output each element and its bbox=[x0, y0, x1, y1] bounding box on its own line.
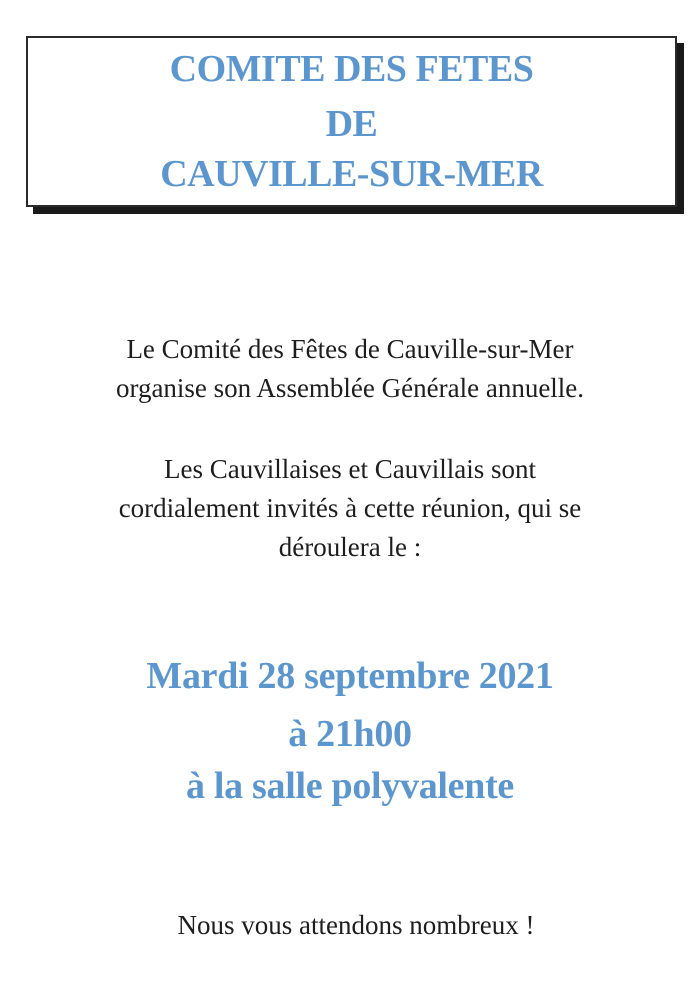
title-frame bbox=[26, 36, 677, 207]
title-line-committee: COMITE DES FETES bbox=[169, 48, 534, 90]
event-date: Mardi 28 septembre 2021 bbox=[146, 655, 554, 697]
intro-paragraph bbox=[0, 330, 700, 408]
event-place: à la salle polyvalente bbox=[186, 765, 514, 807]
event-time: à 21h00 bbox=[288, 713, 412, 755]
title-line-town: CAUVILLE-SUR-MER bbox=[160, 153, 543, 195]
closing-message: Nous vous attendons nombreux ! bbox=[177, 910, 535, 940]
invitation-line-2: cordialement invités à cette réunion, qui se bbox=[118, 493, 582, 523]
intro-line-1: Le Comité des Fêtes de Cauville-sur-Mer bbox=[126, 334, 574, 364]
invitation-line-3: déroulera le : bbox=[278, 532, 422, 562]
invitation-line-1: Les Cauvillaises et Cauvillais sont bbox=[164, 454, 536, 484]
title-line-de: DE bbox=[325, 103, 378, 145]
invitation-paragraph bbox=[0, 450, 700, 567]
intro-line-2: organise son Assemblée Générale annuelle. bbox=[115, 373, 585, 403]
